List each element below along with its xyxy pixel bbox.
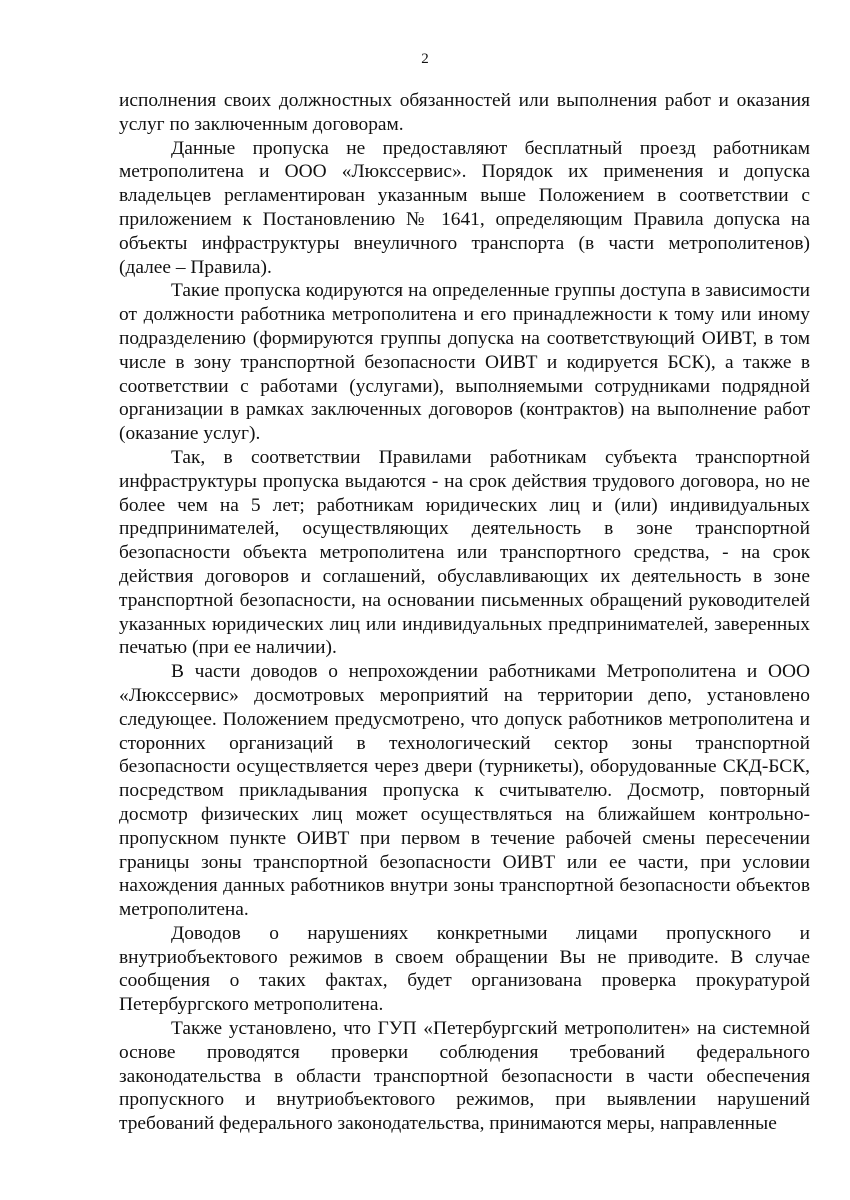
document-body: [119, 89, 810, 1136]
page-number: 2: [421, 51, 429, 67]
paragraph: В части доводов о непрохождении работниками Метрополитена и ООО «Люкссервис» досмотровых мероприятий на территории депо, установлено следующее. Положением предусмотрено, что допуск работников метрополитена и сторонних организаций в технологический сектор зоны транспортной безопасности осуществляется через двери (турникеты), оборудованные СКД-БСК, посредством прикладывания пропуска к считывателю. Досмотр, повторный досмотр физических лиц может осуществляться на ближайшем контрольно-пропускном пункте ОИВТ при первом в течение рабочей смены пересечении границы зоны транспортной безопасности ОИВТ или ее части, при условии нахождения данных работников внутри зоны транспортной безопасности объектов метрополитена.: [119, 661, 810, 921]
paragraph: Доводов о нарушениях конкретными лицами пропускного и внутриобъектового режимов в своем обращении Вы не приводите. В случае сообщения о таких фактах, будет организована проверка прокуратурой Петербургского метрополитена.: [119, 922, 810, 1016]
paragraph-continuation: исполнения своих должностных обязанностей или выполнения работ и оказания услуг по заключенным договорам.: [119, 90, 810, 135]
paragraph: Такие пропуска кодируются на определенные группы доступа в зависимости от должности работника метрополитена и его принадлежности к тому или иному подразделению (формируются группы допуска на соответствующий ОИВТ, в том числе в зону транспортной безопасности ОИВТ и кодируется БСК), а также в соответствии с работами (услугами), выполняемыми сотрудниками подрядной организации в рамках заключенных договоров (контрактов) на выполнение работ (оказание услуг).: [119, 280, 810, 445]
paragraph: Так, в соответствии Правилами работникам субъекта транспортной инфраструктуры пропуска выдаются - на срок действия трудового договора, но не более чем на 5 лет; работникам юридических лиц и (или) индивидуальных предпринимателей, осуществляющих деятельность в зоне транспортной безопасности объекта метрополитена или транспортного средства, - на срок действия договоров и соглашений, обуславливающих их деятельность в зоне транспортной безопасности, на основании письменных обращений руководителей указанных юридических лиц или индивидуальных предпринимателей, заверенных печатью (при ее наличии).: [119, 446, 810, 659]
paragraph: Данные пропуска не предоставляют бесплатный проезд работникам метрополитена и ООО «Люкссервис». Порядок их применения и допуска владельцев регламентирован указанным выше Положением в соответствии с приложением к Постановлению № 1641, определяющим Правила допуска на объекты инфраструктуры внеуличного транспорта (в части метрополитенов) (далее – Правила).: [119, 137, 810, 278]
paragraph: Также установлено, что ГУП «Петербургский метрополитен» на системной основе проводятся проверки соблюдения требований федерального законодательства в области транспортной безопасности в части обеспечения пропускного и внутриобъектового режимов, при выявлении нарушений требований федерального законодательства, принимаются меры, направленные: [119, 1018, 810, 1135]
